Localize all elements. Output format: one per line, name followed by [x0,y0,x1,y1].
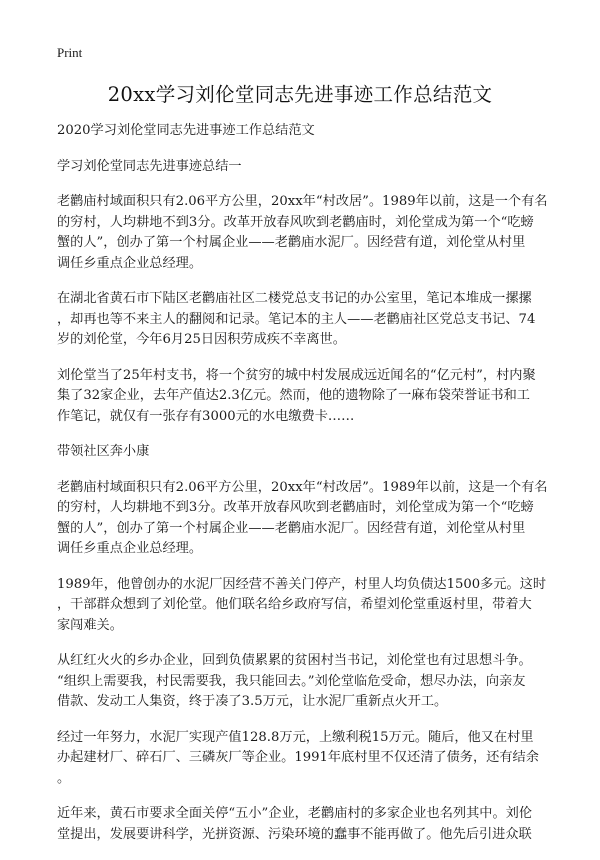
paragraph [57,728,557,790]
paragraph-line: 的穷村，人均耕地不到3分。改革开放春风吹到老鹳庙时，刘伦堂成为第一个“吃螃 [57,214,534,230]
paragraph-line: 蟹的人”，创办了第一个村属企业——老鹳庙水泥厂。因经营有道，刘伦堂从村里 [57,235,526,250]
paragraph-line: 在湖北省黄石市下陆区老鹳庙社区二楼党总支书记的办公室里，笔记本堆成一摞摞 [57,291,532,306]
paragraph-line: 作笔记，就仅有一张存有3000元的水电缴费卡…… [57,408,355,424]
paragraph-line: 借款、发动工人集资，终于凑了3.5万元，让水泥厂重新点火开工。 [57,694,448,709]
paragraph-line: ，干部群众想到了刘伦堂。他们联名给乡政府写信，希望刘伦堂重返村里，带着大 [57,597,532,612]
paragraph-line: “组织上需要我，村民需要我，我只能回去。”刘伦堂临危受命，想尽办法，向亲友 [57,673,526,689]
document-body [57,121,557,860]
paragraph-line: 的穷村，人均耕地不到3分。改革开放春风吹到老鹳庙时，刘伦堂成为第一个“吃螃 [57,500,534,515]
paragraph-line: 调任乡重点企业总经理。 [57,255,203,271]
paragraph [57,575,557,637]
paragraph-line: ，却再也等不来主人的翻阅和记录。笔记本的主人——老鹳庙社区党总支书记、74 [57,311,536,327]
paragraph-line: 经过一年努力，水泥厂实现产值128.8万元，上缴利税15万元。随后，他又在村里 [57,729,534,745]
paragraph-line: 岁的刘伦堂，今年6月25日因积劳成疾不幸离世。 [57,332,346,347]
paragraph-line: 近年来，黄石市要求全面关停“五小”企业，老鹳庙村的多家企业也名列其中。刘伦 [57,806,533,821]
paragraph-line: 蟹的人”，创办了第一个村属企业——老鹳庙水泥厂。因经营有道，刘伦堂从村里 [57,520,526,536]
paragraph [57,804,557,845]
paragraph-line: 家闯难关。 [57,617,123,633]
document-title: 20xx学习刘伦堂同志先进事迹工作总结范文 [107,83,493,106]
paragraph [57,478,557,560]
paragraph-line: 1989年，他曾创办的水泥厂因经营不善关门停产，村里人均负债达1500多元。这时 [57,576,547,592]
paragraph-line: 集了32家企业，去年产值达2.3亿元。然而，他的遗物除了一麻布袋荣誉证书和工 [57,388,530,403]
paragraph-line: 堂提出，发展要讲科学，光拼资源、污染环境的蠢事不能再做了。他先后引进众联 [57,826,532,842]
paragraph [57,192,557,274]
section-heading-community: 带领社区奔小康 [57,444,150,459]
paragraph-line: 老鹳庙村域面积只有2.06平方公里，20xx年“村改居”。1989年以前，这是一个有名 [57,194,548,209]
paragraph-line: 从红红火火的乡办企业，回到负债累累的贫困村当书记，刘伦堂也有过思想斗争。 [57,653,532,668]
paragraph-line: 老鹳庙村域面积只有2.06平方公里，20xx年“村改居”。1989年以前，这是一个有名 [57,479,548,495]
document-subtitle: 2020学习刘伦堂同志先进事迹工作总结范文 [57,123,315,138]
paragraph [57,366,557,428]
paragraph-line: 办起建材厂、碎石厂、三磷灰厂等企业。1991年底村里不仅还清了债务，还有结余 [57,750,539,765]
section-heading-summary-one: 学习刘伦堂同志先进事迹总结一 [57,158,242,174]
paragraph-line: 。 [57,770,71,786]
paragraph-line: 刘伦堂当了25年村支书，将一个贫穷的城中村发展成远近闻名的“亿元村”，村内聚 [57,367,536,383]
paragraph [57,289,557,351]
paragraph [57,651,557,713]
paragraph-line: 调任乡重点企业总经理。 [57,541,203,556]
print-link[interactable]: Print [57,45,83,60]
